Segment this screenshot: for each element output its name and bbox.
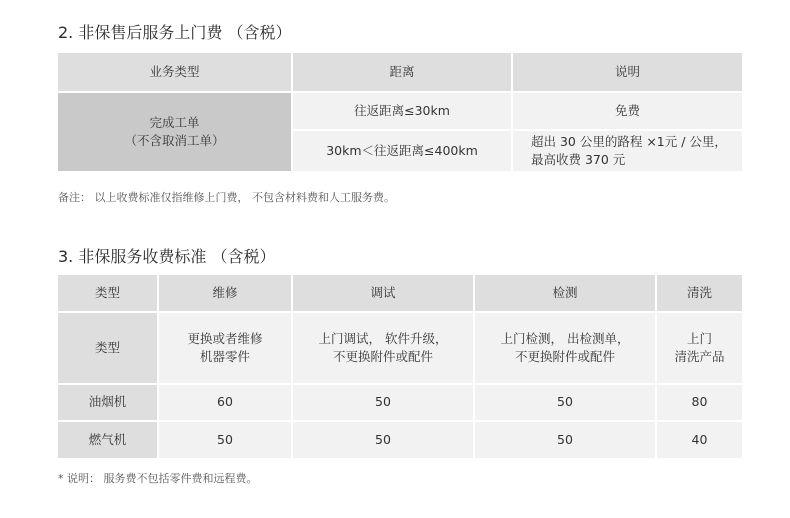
description-line2: 最高收费 370 元 <box>531 152 626 167</box>
debug-desc-line2: 不更换附件或配件 <box>332 349 433 364</box>
header-cleaning: 清洗 <box>657 275 742 313</box>
debug-desc-cell <box>293 313 475 385</box>
section-2-title: 3. 非保服务收费标准 （含税） <box>58 247 276 266</box>
business-type-cell <box>58 93 293 173</box>
distance-cell: 30km＜往返距离≤400km <box>293 131 513 173</box>
repair-desc-cell <box>159 313 293 385</box>
price-cell: 50 <box>159 422 293 460</box>
row-label-gas-stove: 燃气机 <box>58 422 159 460</box>
description-cell: 免费 <box>513 93 742 131</box>
header-debug: 调试 <box>293 275 475 313</box>
table-row <box>58 385 742 422</box>
cleaning-desc-cell <box>657 313 742 385</box>
inspection-desc-line1: 上门检测， 出检测单， <box>500 330 630 346</box>
price-cell: 60 <box>159 385 293 422</box>
table-header-row <box>58 53 742 93</box>
description-cell <box>513 131 742 173</box>
business-type-line2: （不含取消工单） <box>124 133 225 148</box>
table-header-row <box>58 275 742 313</box>
header-business-type: 业务类型 <box>58 53 293 93</box>
business-type-line1: 完成工单 <box>149 114 200 130</box>
repair-desc-line1: 更换或者维修 <box>187 330 263 346</box>
header-description: 说明 <box>513 53 742 93</box>
row-label-type: 类型 <box>58 313 159 385</box>
section-2-note: * 说明： 服务费不包括零件费和远程费。 <box>58 472 258 485</box>
price-cell: 40 <box>657 422 742 460</box>
price-cell: 50 <box>293 422 475 460</box>
service-fee-table <box>58 275 742 460</box>
price-cell: 80 <box>657 385 742 422</box>
price-cell: 50 <box>475 385 657 422</box>
header-distance: 距离 <box>293 53 513 93</box>
header-type: 类型 <box>58 275 159 313</box>
price-cell: 50 <box>293 385 475 422</box>
inspection-desc-cell <box>475 313 657 385</box>
section-1-title: 2. 非保售后服务上门费 （含税） <box>58 23 292 42</box>
description-line1: 超出 30 公里的路程 ×1元 / 公里， <box>531 133 727 149</box>
header-repair: 维修 <box>159 275 293 313</box>
price-cell: 50 <box>475 422 657 460</box>
inspection-desc-line2: 不更换附件或配件 <box>514 349 615 364</box>
repair-desc-line2: 机器零件 <box>199 349 250 364</box>
table-row <box>58 313 742 385</box>
cleaning-desc-line1: 上门 <box>686 330 712 346</box>
table-row <box>58 93 742 131</box>
cleaning-desc-line2: 清洗产品 <box>674 349 725 364</box>
table-row <box>58 422 742 460</box>
visit-fee-table <box>58 53 742 173</box>
section-1-note: 备注： 以上收费标准仅指维修上门费， 不包含材料费和人工服务费。 <box>58 191 395 204</box>
debug-desc-line1: 上门调试， 软件升级， <box>318 330 448 346</box>
distance-cell: 往返距离≤30km <box>293 93 513 131</box>
row-label-range-hood: 油烟机 <box>58 385 159 422</box>
header-inspection: 检测 <box>475 275 657 313</box>
